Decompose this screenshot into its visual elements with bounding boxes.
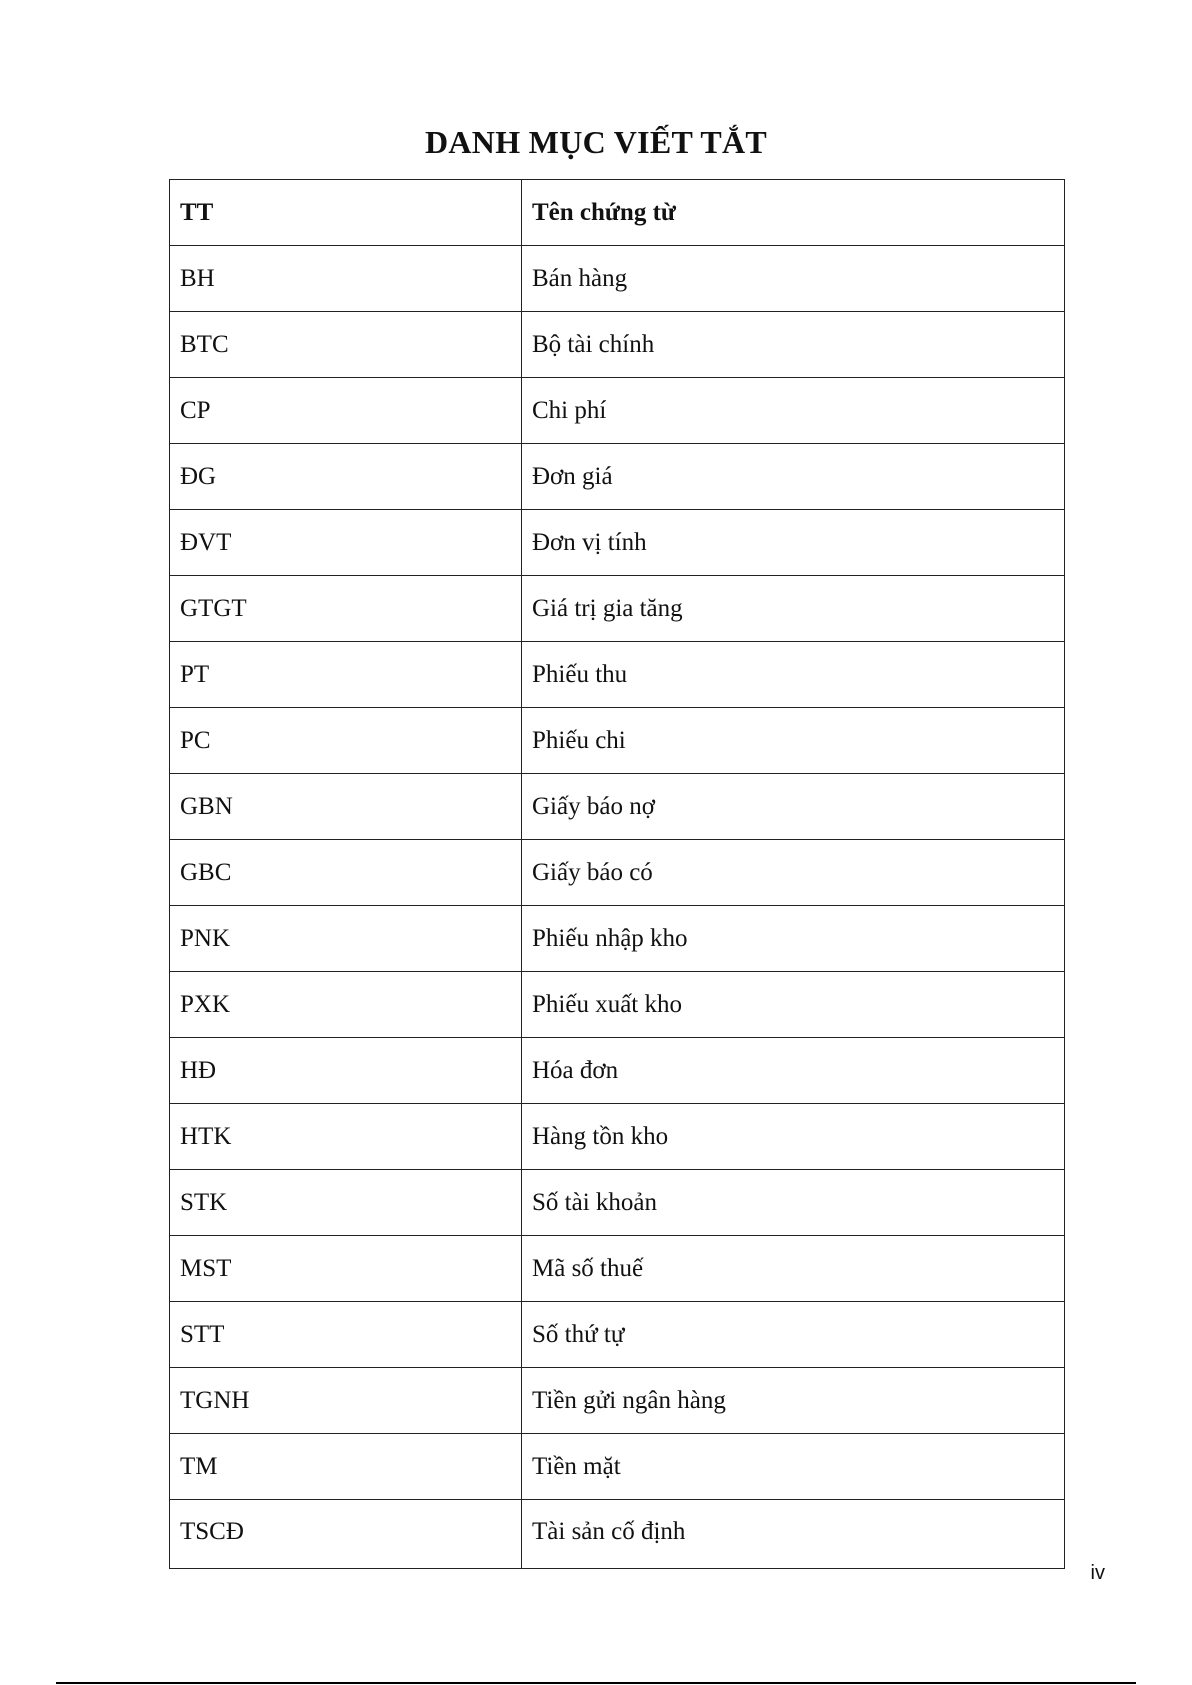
cell-abbreviation: BH: [170, 246, 522, 312]
cell-abbreviation: HĐ: [170, 1038, 522, 1104]
cell-document-name: Phiếu thu: [522, 642, 1065, 708]
cell-abbreviation: TSCĐ: [170, 1500, 522, 1569]
cell-abbreviation: HTK: [170, 1104, 522, 1170]
bottom-rule: [56, 1682, 1136, 1684]
cell-abbreviation: BTC: [170, 312, 522, 378]
cell-document-name: Bán hàng: [522, 246, 1065, 312]
table-row: [170, 576, 1065, 642]
cell-document-name: Giấy báo nợ: [522, 774, 1065, 840]
cell-abbreviation: PT: [170, 642, 522, 708]
table-row: [170, 840, 1065, 906]
cell-abbreviation: GBN: [170, 774, 522, 840]
table-row: [170, 444, 1065, 510]
table-row: [170, 246, 1065, 312]
page-number: iv: [1090, 1562, 1105, 1584]
cell-abbreviation: STK: [170, 1170, 522, 1236]
cell-document-name: Hóa đơn: [522, 1038, 1065, 1104]
cell-document-name: Phiếu nhập kho: [522, 906, 1065, 972]
table-row: [170, 972, 1065, 1038]
cell-document-name: Đơn giá: [522, 444, 1065, 510]
table-row: [170, 378, 1065, 444]
cell-abbreviation: CP: [170, 378, 522, 444]
table-row: [170, 1038, 1065, 1104]
cell-document-name: Giấy báo có: [522, 840, 1065, 906]
table-row: [170, 1434, 1065, 1500]
cell-abbreviation: TM: [170, 1434, 522, 1500]
cell-document-name: Tài sản cố định: [522, 1500, 1065, 1569]
table-row: [170, 312, 1065, 378]
cell-document-name: Tiền mặt: [522, 1434, 1065, 1500]
cell-abbreviation: ĐG: [170, 444, 522, 510]
cell-abbreviation: ĐVT: [170, 510, 522, 576]
cell-abbreviation: MST: [170, 1236, 522, 1302]
table-row: [170, 642, 1065, 708]
table-body: [170, 246, 1065, 1569]
cell-document-name: Số tài khoản: [522, 1170, 1065, 1236]
cell-document-name: Hàng tồn kho: [522, 1104, 1065, 1170]
cell-abbreviation: GBC: [170, 840, 522, 906]
table-row: [170, 1104, 1065, 1170]
cell-abbreviation: PNK: [170, 906, 522, 972]
cell-abbreviation: GTGT: [170, 576, 522, 642]
cell-abbreviation: TGNH: [170, 1368, 522, 1434]
header-document-name: Tên chứng từ: [522, 180, 1065, 246]
cell-document-name: Chi phí: [522, 378, 1065, 444]
table-row: [170, 1500, 1065, 1569]
table-row: [170, 1170, 1065, 1236]
cell-abbreviation: PC: [170, 708, 522, 774]
table-header-row: [170, 180, 1065, 246]
cell-document-name: Phiếu chi: [522, 708, 1065, 774]
page-title: DANH MỤC VIẾT TẮT: [424, 124, 768, 160]
cell-document-name: Bộ tài chính: [522, 312, 1065, 378]
cell-document-name: Phiếu xuất kho: [522, 972, 1065, 1038]
table-row: [170, 774, 1065, 840]
table-row: [170, 708, 1065, 774]
table-row: [170, 906, 1065, 972]
header-abbreviation: TT: [170, 180, 522, 246]
table-row: [170, 1236, 1065, 1302]
table-row: [170, 510, 1065, 576]
cell-document-name: Đơn vị tính: [522, 510, 1065, 576]
cell-abbreviation: STT: [170, 1302, 522, 1368]
table-row: [170, 1368, 1065, 1434]
cell-document-name: Tiền gửi ngân hàng: [522, 1368, 1065, 1434]
cell-document-name: Giá trị gia tăng: [522, 576, 1065, 642]
cell-document-name: Số thứ tự: [522, 1302, 1065, 1368]
cell-abbreviation: PXK: [170, 972, 522, 1038]
table-row: [170, 1302, 1065, 1368]
abbreviation-table: [169, 179, 1065, 1569]
cell-document-name: Mã số thuế: [522, 1236, 1065, 1302]
